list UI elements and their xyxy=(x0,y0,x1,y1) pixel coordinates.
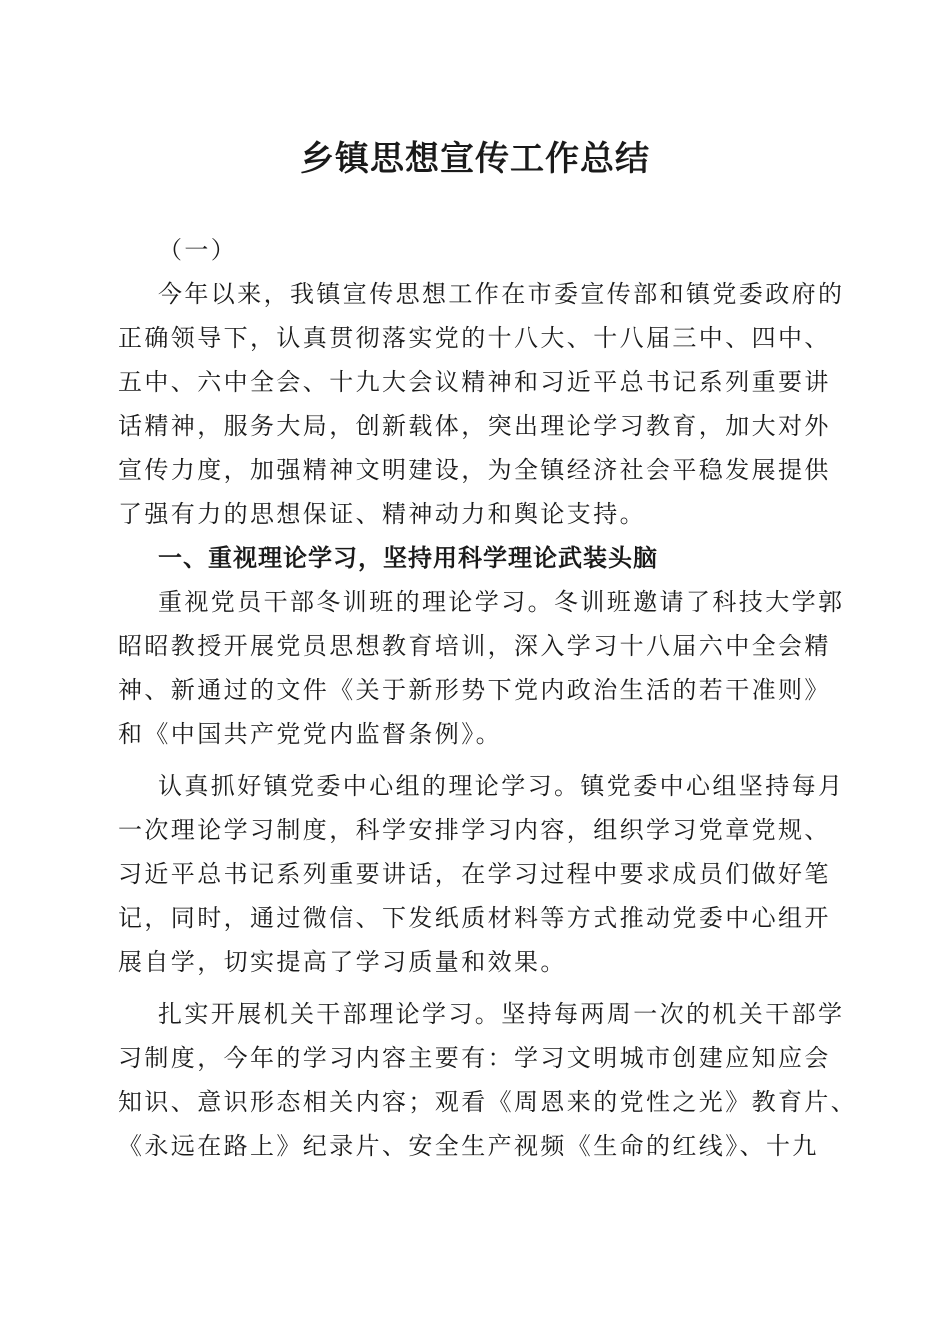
section-heading: 一、重视理论学习，坚持用科学理论武装头脑 xyxy=(158,544,658,572)
intro-paragraph xyxy=(118,272,845,536)
paragraph-line: 习近平总书记系列重要讲话，在学习过程中要求成员们做好笔 xyxy=(118,860,831,888)
paragraph-line: 习制度，今年的学习内容主要有：学习文明城市创建应知应会 xyxy=(118,1044,831,1072)
paragraph-central-group-study xyxy=(118,764,845,984)
paragraph-line: 展自学，切实提高了学习质量和效果。 xyxy=(118,948,567,976)
document-title: 乡镇思想宣传工作总结 xyxy=(300,139,650,179)
paragraph-line: 神、新通过的文件《关于新形势下党内政治生活的若干准则》 xyxy=(118,676,831,704)
paragraph-line: 五中、六中全会、十九大会议精神和习近平总书记系列重要讲 xyxy=(118,368,831,396)
paragraph-line: 认真抓好镇党委中心组的理论学习。镇党委中心组坚持每月 xyxy=(158,772,845,800)
paragraph-line: 《永远在路上》纪录片、安全生产视频《生命的红线》、十九 xyxy=(118,1132,819,1160)
paragraph-line: 宣传力度，加强精神文明建设，为全镇经济社会平稳发展提供 xyxy=(118,456,831,484)
section-number: （一） xyxy=(158,236,238,264)
paragraph-line: 记，同时，通过微信、下发纸质材料等方式推动党委中心组开 xyxy=(118,904,831,932)
paragraph-line: 今年以来，我镇宣传思想工作在市委宣传部和镇党委政府的 xyxy=(158,280,845,308)
paragraph-agency-cadre-study xyxy=(118,992,858,1168)
paragraph-line: 扎实开展机关干部理论学习。坚持每两周一次的机关干部学 xyxy=(158,1000,845,1028)
paragraph-cadre-winter-training xyxy=(118,580,845,756)
paragraph-line: 知识、意识形态相关内容；观看《周恩来的党性之光》教育片、 xyxy=(118,1088,858,1116)
paragraph-line: 和《中国共产党党内监督条例》。 xyxy=(118,720,502,748)
paragraph-line: 重视党员干部冬训班的理论学习。冬训班邀请了科技大学郭 xyxy=(158,588,845,616)
document-body xyxy=(118,228,858,1168)
paragraph-line: 话精神，服务大局，创新载体，突出理论学习教育，加大对外 xyxy=(118,412,831,440)
paragraph-line: 正确领导下，认真贯彻落实党的十八大、十八届三中、四中、 xyxy=(118,324,831,352)
paragraph-line: 昭昭教授开展党员思想教育培训，深入学习十八届六中全会精 xyxy=(118,632,831,660)
paragraph-line: 了强有力的思想保证、精神动力和舆论支持。 xyxy=(118,500,646,528)
paragraph-line: 一次理论学习制度，科学安排学习内容，组织学习党章党规、 xyxy=(118,816,831,844)
